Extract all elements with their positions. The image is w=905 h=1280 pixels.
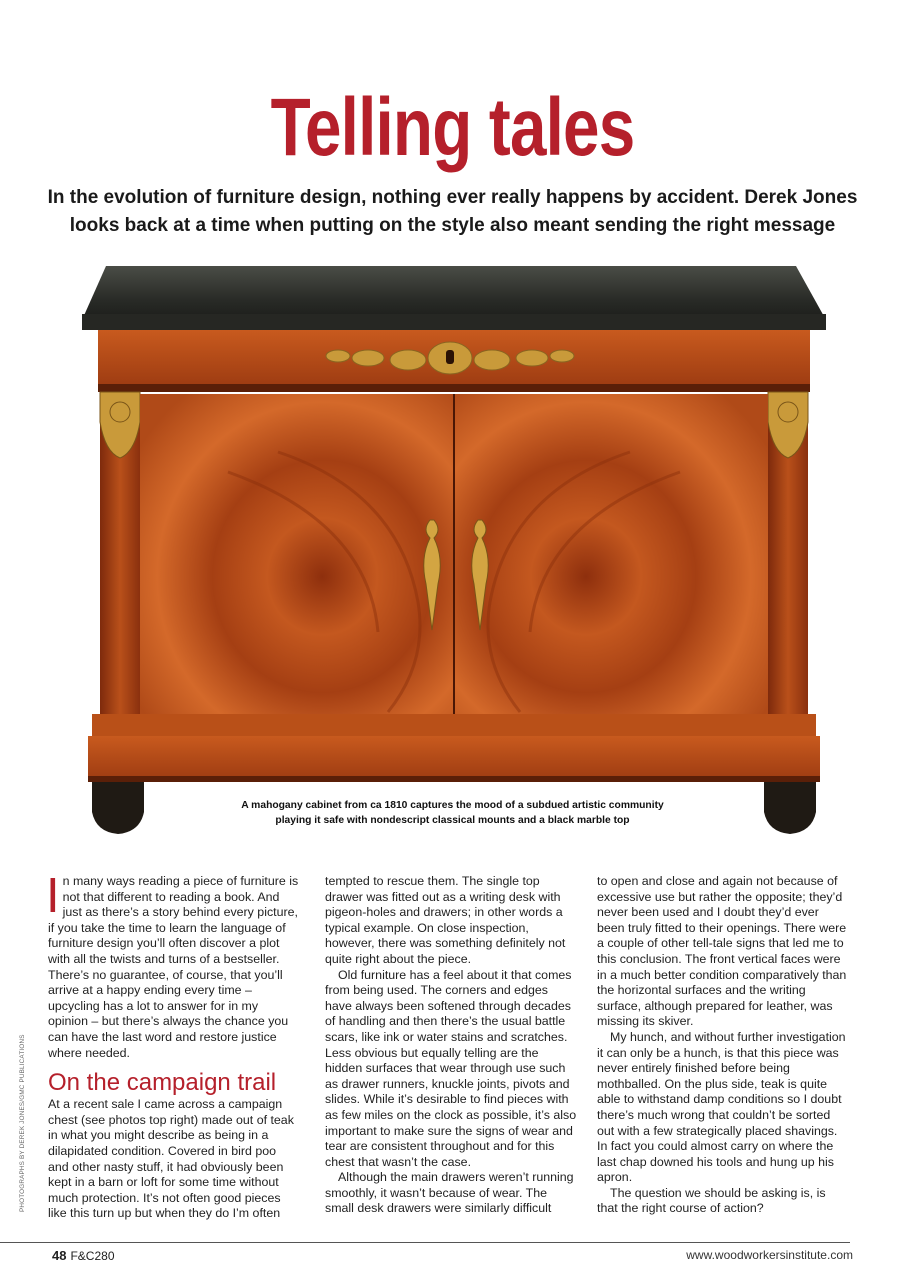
photo-caption (200, 798, 705, 828)
drop-cap: I (46, 869, 60, 923)
body-paragraph: to open and close and again not because of excessive use but rather the opposite; they’d never been used and I doubt they’d ever been truly fitted to their openings. There were a couple of other tell-tale signs that led me to this conclusion. The front vertical faces were in a much better condition comparatively than the horizontal surfaces and the writing surface, although prepared for leather, was missing its skiver. (597, 874, 847, 1029)
body-column-1 (46, 869, 300, 1222)
body-paragraph: tempted to rescue them. The single top drawer was fitted out as a writing desk with pigeon-holes and drawers; in other words a typical example. On close inspection, however, there was something definitely not quite right about the piece. (325, 874, 566, 966)
intro-paragraph (46, 869, 300, 1061)
standfirst: In the evolution of furniture design, nothing ever really happens by accident. Derek Jones looks back at a time when putting on the style also meant sending the right message (47, 187, 858, 236)
cabinet-photo (78, 262, 828, 840)
body-paragraph: Although the main drawers weren’t running smoothly, it wasn’t because of wear. The small desk drawers were similarly difficult (325, 1170, 574, 1216)
body-paragraph: Old furniture has a feel about it that comes from being used. The corners and edges have always been softened through decades of handling and then there’s the usual battle scars, like ink or water stains and scratches. Less obvious but equally telling are the hidden surfaces that wear through use such as drawer runners, knuckle joints, pivots and slides. While it’s desirable to find pieces with as few miles on the clock as possible, it’s also important to make sure the signs of wear and tear are consistent throughout and for this chest that wasn’t the case. (325, 967, 577, 1169)
intro-text: n many ways reading a piece of furniture is not that different to reading a book. And just as there’s a story behind every picture, if you take the time to learn the language of furniture design you’ll often discover a plot with all the twists and turns of a bestseller. There’s no guarantee, of course, that you’ll arrive at a happy ending every time – upcycling has a lot to answer for in my opinion – but there’s always the chance you can have the last word and restore justice where needed. (48, 874, 299, 1060)
body-column-2 (325, 874, 577, 1217)
body-paragraph: My hunch, and without further investigation it can only be a hunch, is that this piece was never entirely finished before being mothballed. On the plus side, teak is quite able to withstand damp conditions so I doubt there’s much wrong that couldn’t be sorted out with a few strategically placed shavings. In fact you could almost carry on where the last chap downed his tools and hung up his apron. (597, 1029, 846, 1185)
section-heading: On the campaign trail (48, 1069, 277, 1097)
caption-line-2: playing it safe with nondescript classical mounts and a black marble top (275, 815, 630, 826)
page-number: 48 (52, 1248, 67, 1263)
caption-line-1: A mahogany cabinet from ca 1810 captures the mood of a subdued artistic community (241, 800, 664, 811)
website-url: www.woodworkersinstitute.com (686, 1248, 853, 1262)
body-paragraph: At a recent sale I came across a campaign chest (see photos top right) made out of teak in what you might describe as being in a dilapidated condition. Covered in bird poo and other nasty stuff, it had obviously been kept in a barn or loft for some time without much protection. It’s not often good pieces like this turn up but when they do I’m often (48, 1097, 294, 1221)
body-paragraph: The question we should be asking is, is that the right course of action? (597, 1185, 826, 1216)
body-column-3 (597, 874, 849, 1217)
photo-credit: PHOTOGRAPHS BY DEREK JONES/GMC PUBLICATIONS (19, 1034, 26, 1212)
folio (52, 1248, 115, 1263)
footer-rule (0, 1242, 850, 1243)
article-title: Telling tales (270, 82, 635, 173)
issue-number: F&C280 (70, 1249, 115, 1263)
